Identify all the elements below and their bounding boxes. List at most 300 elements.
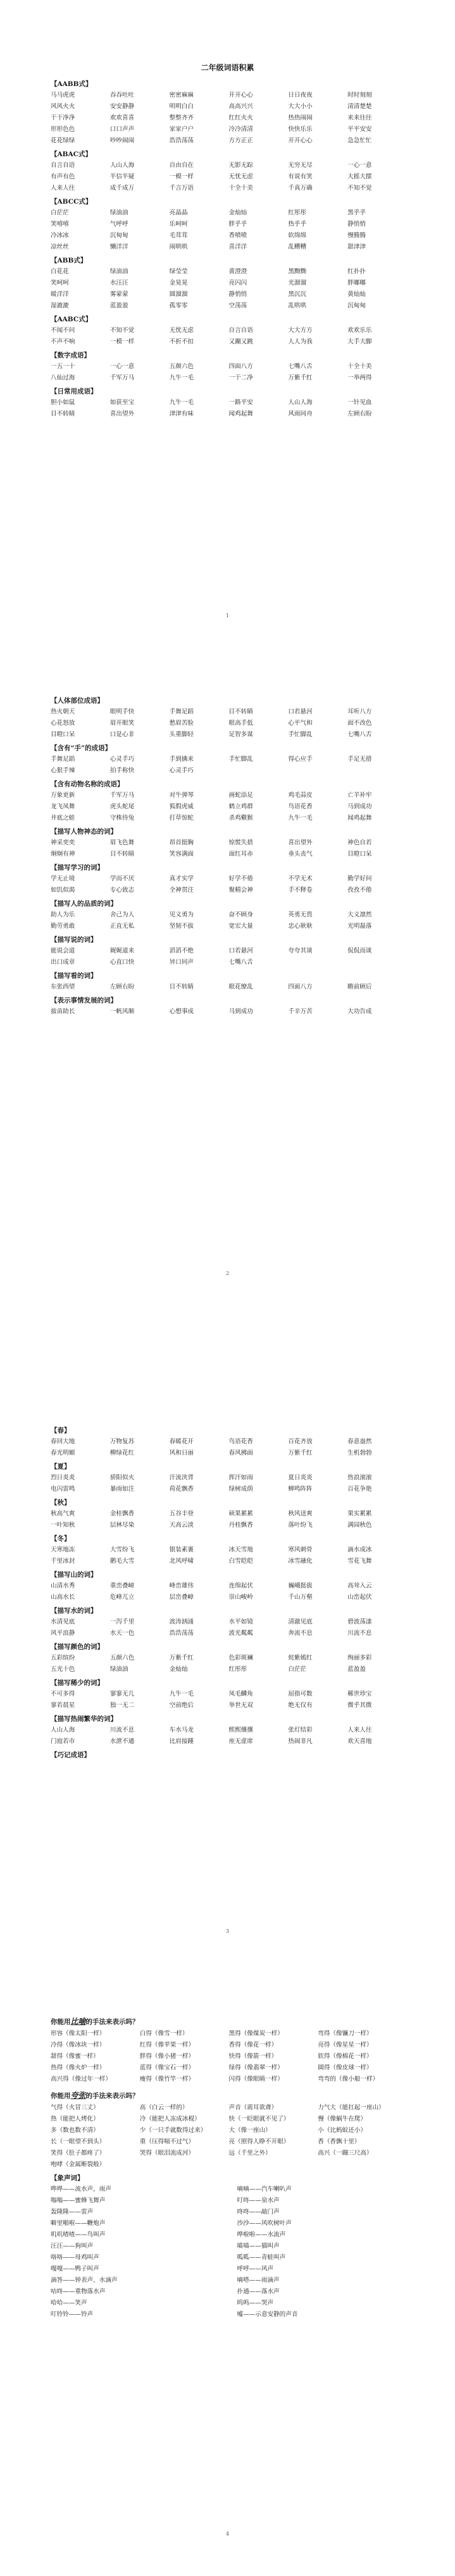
- section-heading: 【描写热闹繁华的词】: [51, 1715, 117, 1723]
- word-item: 手忙脚乱: [228, 756, 253, 763]
- word-item: 眼高手低: [228, 720, 253, 727]
- word-item: 金晃晃: [169, 280, 188, 287]
- question-prefix: 你能用: [51, 2018, 71, 2026]
- word-item: 浩浩荡荡: [169, 137, 194, 144]
- section-heading: 【描写颜色的词】: [51, 1643, 104, 1651]
- word-item: 黄澄澄: [228, 268, 247, 275]
- word-item: 凤毛麟角: [228, 1691, 253, 1698]
- word-item: 见义勇为: [169, 911, 194, 918]
- word-item: 笑呵呵: [51, 280, 69, 287]
- word-item: 时时刻刻: [347, 92, 372, 99]
- section-heading: 【描写看的词】: [51, 972, 97, 980]
- word-item: 硕果累累: [228, 1510, 253, 1517]
- word-item: 干干净净: [51, 114, 75, 121]
- word-item: 昂首挺胸: [169, 839, 194, 846]
- sound-word-item: 呱呱——青蛙叫声: [237, 2254, 286, 2261]
- word-item: 绚丽多彩: [347, 1655, 372, 1661]
- word-item: 春回大地: [51, 1438, 75, 1445]
- word-item: 九牛一毛: [288, 815, 313, 822]
- hyperbole-item: 力气大（能扛起一座山）: [318, 2104, 385, 2111]
- word-item: 闹哄哄: [169, 243, 188, 250]
- sound-word-item: 嘘——示意安静的声音: [237, 2311, 298, 2318]
- hyperbole-item: 长（一眼望不到头）: [51, 2138, 106, 2145]
- word-item: 静悄悄: [228, 291, 247, 298]
- word-item: 手足无措: [347, 756, 372, 763]
- sound-word-item: 扑通——落水声: [237, 2288, 280, 2295]
- word-item: 红扑扑: [347, 268, 366, 275]
- page-3: [0, 1316, 455, 1973]
- word-item: 春光明媚: [51, 1450, 75, 1457]
- word-item: 出口成章: [51, 959, 75, 966]
- word-item: 汗流浃背: [169, 1474, 194, 1481]
- word-item: 左顾右盼: [347, 410, 372, 417]
- hyperbole-item: 香（香飘十里）: [318, 2138, 361, 2145]
- word-grid: [51, 1436, 404, 1459]
- hyperbole-item: 慢（像蜗牛在爬）: [318, 2116, 366, 2123]
- section-heading: 【日常用成语】: [51, 388, 97, 395]
- word-grid: [51, 266, 404, 312]
- sound-word-item: 哈哈——笑声: [51, 2300, 87, 2307]
- word-item: 清清楚楚: [347, 103, 372, 110]
- sound-word-item: 滴答——钟表声、水滴声: [51, 2277, 118, 2284]
- word-item: 慢腾腾: [347, 232, 366, 239]
- word-item: 蓝盈盈: [347, 1666, 366, 1673]
- word-item: 英勇无畏: [288, 911, 313, 918]
- word-item: 守株待兔: [109, 815, 135, 822]
- word-grid: [51, 754, 404, 777]
- page-2-content: [0, 658, 455, 1018]
- word-item: 鸡毛蒜皮: [288, 792, 313, 799]
- word-item: 心狠手辣: [51, 767, 75, 774]
- word-item: 大义凛然: [347, 911, 372, 918]
- word-item: 来来往往: [347, 114, 372, 121]
- document-title: 二年级词语积累: [201, 63, 254, 72]
- sound-word-item: 咚咚——敲门声: [237, 2209, 280, 2215]
- page-number: 3: [225, 1928, 230, 1934]
- section-heading: 【秋】: [51, 1499, 71, 1507]
- word-item: 对牛弹琴: [169, 792, 194, 799]
- word-grid: [51, 706, 404, 741]
- word-item: 绿油油: [109, 268, 128, 275]
- word-item: 层峦叠嶂: [169, 1594, 194, 1601]
- word-item: 宽宏大量: [228, 923, 253, 930]
- word-item: 十全十美: [347, 363, 372, 370]
- word-item: 娓娓道来: [109, 947, 135, 954]
- word-item: 花花绿绿: [51, 137, 75, 144]
- word-item: 乱糟糟: [288, 243, 307, 250]
- word-grid: [51, 873, 404, 896]
- word-item: 欢欢喜喜: [109, 114, 135, 121]
- word-item: 奋不顾身: [228, 911, 253, 918]
- word-item: 水汪汪: [109, 280, 128, 287]
- word-item: 生机勃勃: [347, 1450, 372, 1457]
- word-item: 绿油油: [109, 209, 128, 216]
- simile-item: 弯得（像镰刀一样）: [318, 2030, 373, 2037]
- word-item: 沉甸甸: [109, 232, 128, 239]
- word-grid: [51, 1508, 404, 1531]
- word-item: 不可多得: [51, 1691, 75, 1698]
- word-item: 风平浪静: [51, 1630, 75, 1637]
- word-item: 东张西望: [51, 983, 75, 990]
- word-item: 乐呵呵: [169, 221, 188, 228]
- page-1-content: [0, 79, 455, 420]
- word-item: 蝉鸣阵阵: [288, 1486, 313, 1493]
- word-item: 七嘴八舌: [288, 363, 313, 370]
- word-item: 急急忙忙: [347, 137, 372, 144]
- word-item: 大手大脚: [347, 338, 372, 345]
- page-number: 2: [225, 1271, 230, 1276]
- word-item: 人山人海: [288, 399, 313, 406]
- word-item: 专心致志: [109, 887, 135, 894]
- word-item: 不知不觉: [347, 185, 372, 192]
- section-heading: 【含有“手”的成语】: [51, 744, 112, 752]
- word-item: 暖洋洋: [51, 291, 69, 298]
- word-grid: [51, 1006, 404, 1018]
- word-item: 冰天雪地: [228, 1546, 253, 1553]
- word-item: 心灵手巧: [169, 767, 194, 774]
- section-heading: 【AABB式】: [51, 80, 92, 88]
- hyperbole-item: 哭得（眼泪流成河）: [139, 2150, 195, 2157]
- word-item: 万紫千红: [288, 374, 313, 381]
- word-item: 热闹非凡: [288, 1738, 313, 1745]
- sound-word-item: 沙沙——风吹树叶声: [237, 2220, 292, 2227]
- word-item: 十全十美: [228, 185, 253, 192]
- word-item: 热乎乎: [288, 221, 307, 228]
- word-item: 甜津津: [347, 243, 366, 250]
- word-item: 学而不厌: [109, 875, 135, 882]
- sound-word-item: 咯咯——母鸡叫声: [51, 2254, 99, 2261]
- word-item: 如获至宝: [109, 399, 135, 406]
- word-item: 车水马龙: [169, 1727, 194, 1734]
- word-item: 能说会道: [51, 947, 75, 954]
- word-item: 冰雪融化: [288, 1558, 313, 1565]
- word-item: 左顾右盼: [109, 983, 135, 990]
- word-item: 红彤彤: [228, 1666, 247, 1673]
- sound-word-item: 呼呼——风声: [237, 2265, 274, 2272]
- word-item: 落叶纷飞: [288, 1522, 313, 1529]
- sound-word-item: 叽叽喳喳——鸟叫声: [51, 2231, 106, 2238]
- word-item: 荷花飘香: [169, 1486, 194, 1493]
- word-item: 举世无双: [228, 1702, 253, 1709]
- word-item: 银装素裹: [169, 1546, 194, 1553]
- hyperbole-item: 少（一只手就数得过来）: [139, 2127, 207, 2134]
- word-item: 胖嘟嘟: [347, 280, 366, 287]
- section-heading: 【人体部位成语】: [51, 697, 104, 705]
- word-item: 千军万马: [109, 792, 135, 799]
- word-item: 川流不息: [347, 1630, 372, 1637]
- word-item: 助人为乐: [51, 911, 75, 918]
- word-item: 满园秋色: [347, 1522, 372, 1529]
- word-item: 人来人往: [347, 1727, 372, 1734]
- word-item: 无忧无虑: [228, 173, 253, 180]
- word-item: 自言自语: [51, 162, 75, 169]
- page-3-content: [0, 1316, 455, 1761]
- word-item: 金桂飘香: [109, 1510, 135, 1517]
- simile-item: 高兴得（像过年一样）: [51, 2076, 111, 2083]
- page-number: 4: [225, 2531, 230, 2537]
- word-item: 马马虎虎: [51, 92, 75, 99]
- word-item: 学无止境: [51, 875, 75, 882]
- word-item: 黄灿灿: [347, 291, 366, 298]
- word-item: 面不改色: [347, 720, 372, 727]
- word-item: 打草惊蛇: [169, 815, 194, 822]
- word-item: 眉开眼笑: [109, 720, 135, 727]
- word-item: 笑嘻嘻: [51, 221, 69, 228]
- word-item: 有声有色: [51, 173, 75, 180]
- sound-word-item: 嘎嘎——鸭子叫声: [51, 2265, 99, 2272]
- word-item: 座无虚席: [228, 1738, 253, 1745]
- word-item: 绝无仅有: [288, 1702, 313, 1709]
- word-item: 无忧无虑: [169, 327, 194, 334]
- word-item: 正直无私: [109, 923, 135, 930]
- word-item: 人山人海: [109, 162, 135, 169]
- word-item: 大雪纷飞: [109, 1546, 135, 1553]
- sound-word-item: 汪汪——狗叫声: [51, 2243, 94, 2250]
- word-item: 狐假虎威: [169, 803, 194, 810]
- sound-word-item: 哗哗——流水声，雨声: [51, 2186, 111, 2193]
- word-item: 勤学好问: [347, 875, 372, 882]
- word-item: 巍峨挺拔: [288, 1582, 313, 1589]
- word-item: 耳听八方: [347, 708, 372, 715]
- word-item: 一心一意: [109, 363, 135, 370]
- section-heading: 【表示事情发展的词】: [51, 997, 117, 1004]
- word-item: 人来人往: [51, 185, 75, 192]
- word-item: 千真万确: [288, 185, 313, 192]
- word-item: 水平如镜: [228, 1618, 253, 1625]
- word-item: 手舞足蹈: [169, 708, 194, 715]
- word-item: 口口声声: [109, 126, 135, 133]
- word-item: 软绵绵: [288, 232, 307, 239]
- hyperbole-item: 小（比蚂蚁还小）: [318, 2127, 366, 2134]
- word-item: 大大小小: [288, 103, 313, 110]
- section-heading: 【AABC式】: [51, 316, 92, 323]
- word-item: 金灿灿: [228, 209, 247, 216]
- word-item: 喜出望外: [109, 410, 135, 417]
- simile-item: 蓝得（像宝石一样）: [139, 2064, 195, 2071]
- word-item: 黑沉沉: [288, 291, 307, 298]
- word-item: 四面八方: [288, 983, 313, 990]
- word-item: 垂头丧气: [288, 851, 313, 858]
- word-item: 清澈见底: [288, 1618, 313, 1625]
- word-item: 白茫茫: [288, 1666, 307, 1673]
- word-item: 秋高气爽: [51, 1510, 75, 1517]
- hyperbole-item: 笑得（肚子都疼了）: [51, 2150, 106, 2157]
- word-item: 四面八方: [228, 363, 253, 370]
- sound-word-item: 嘀嗒——雨滴声: [237, 2277, 280, 2284]
- word-item: 安安静静: [109, 103, 135, 110]
- section-heading: 【数字成语】: [51, 352, 90, 359]
- word-item: 夸夸其谈: [288, 947, 313, 954]
- word-item: 夏日炎炎: [288, 1474, 313, 1481]
- word-item: 手舞足蹈: [51, 756, 75, 763]
- word-item: 寥若晨星: [51, 1702, 75, 1709]
- word-item: 一针见血: [347, 399, 372, 406]
- word-item: 空前绝后: [169, 1702, 194, 1709]
- word-item: 孤零零: [169, 302, 188, 309]
- word-item: 笑容满面: [169, 851, 194, 858]
- word-item: 欢欢乐乐: [347, 327, 372, 334]
- simile-item: 黑得（像煤炭一样）: [228, 2030, 284, 2037]
- hyperbole-item: 热（能把人烤化）: [51, 2116, 99, 2123]
- word-item: 亮晶晶: [169, 209, 188, 216]
- word-grid: [51, 1617, 404, 1639]
- simile-item: 圆得（像皮球一样）: [318, 2064, 373, 2071]
- word-item: 九牛一毛: [169, 399, 194, 406]
- word-item: 风和日丽: [169, 1450, 194, 1457]
- word-item: 电闪雷鸣: [51, 1486, 75, 1493]
- hyperbole-item: 重（压得喘不过气）: [139, 2138, 195, 2145]
- word-item: 连绵起伏: [228, 1582, 253, 1589]
- word-item: 聚精会神: [228, 887, 253, 894]
- word-item: 手到擒来: [169, 756, 194, 763]
- word-item: 屈指可数: [288, 1691, 313, 1698]
- word-item: 危峰兀立: [109, 1594, 135, 1601]
- simile-item: 甜得（像蜜一样）: [51, 2053, 99, 2060]
- word-grid: [51, 160, 404, 194]
- word-item: 水泄不通: [109, 1738, 135, 1745]
- word-item: 峰峦雄伟: [169, 1582, 194, 1589]
- word-item: 一泻千里: [109, 1618, 135, 1625]
- section-heading: 【描写说的词】: [51, 936, 97, 944]
- sound-word-item: 嗡嗡——蜜蜂飞舞声: [51, 2197, 106, 2204]
- word-item: 杀鸡儆猴: [228, 815, 253, 822]
- word-item: 水清见底: [51, 1618, 75, 1625]
- word-item: 龙飞凤舞: [51, 803, 75, 810]
- word-item: 胖乎乎: [228, 221, 247, 228]
- word-item: 心直口快: [109, 959, 135, 966]
- word-grid: [51, 1689, 404, 1711]
- word-item: 一模一样: [109, 338, 135, 345]
- word-item: 圆溜溜: [169, 291, 188, 298]
- hyperbole-item: 高（白云一样的）: [139, 2104, 189, 2111]
- word-item: 凉丝丝: [51, 243, 69, 250]
- hyperbole-item: 大（像一座山）: [228, 2127, 271, 2134]
- word-item: 五谷丰登: [169, 1510, 194, 1517]
- word-item: 山清水秀: [51, 1582, 75, 1589]
- word-item: 鹅毛大雪: [109, 1558, 135, 1565]
- word-item: 一路平安: [228, 399, 253, 406]
- word-item: 心想事成: [169, 1008, 194, 1015]
- word-item: 心花怒放: [51, 720, 75, 727]
- word-item: 口是心非: [109, 731, 135, 738]
- word-item: 快快乐乐: [288, 126, 313, 133]
- word-item: 天寒地冻: [51, 1546, 75, 1553]
- question-key: 夸张: [70, 2091, 86, 2100]
- word-item: 心灵手巧: [109, 756, 135, 763]
- word-item: 波光粼粼: [228, 1630, 253, 1637]
- section-heading: 【描写人物神态的词】: [51, 828, 117, 835]
- word-item: 人山人海: [51, 1727, 75, 1734]
- simile-item: 冷得（像冰块一样）: [51, 2042, 106, 2049]
- word-item: 九牛一毛: [169, 1691, 194, 1698]
- word-item: 高耸入云: [347, 1582, 372, 1589]
- word-item: 滔滔不绝: [169, 947, 194, 954]
- word-item: 挥汗如雨: [228, 1474, 253, 1481]
- word-item: 口若悬河: [288, 708, 313, 715]
- word-item: 寥寥无几: [109, 1691, 135, 1698]
- word-item: 自言自语: [228, 327, 253, 334]
- word-item: 津津有味: [169, 410, 194, 417]
- word-item: 马到成功: [228, 1008, 253, 1015]
- word-item: 骄阳似火: [109, 1474, 135, 1481]
- section-heading: 【描写水的词】: [51, 1607, 97, 1615]
- simile-item: 白得（像雪一样）: [139, 2030, 189, 2037]
- word-item: 成千成万: [109, 185, 135, 192]
- word-item: 鸟语花香: [288, 803, 313, 810]
- word-item: 山高水长: [51, 1594, 75, 1601]
- word-item: 一模一样: [169, 173, 194, 180]
- word-item: 百花争艳: [347, 1486, 372, 1493]
- word-item: 张灯结彩: [288, 1727, 313, 1734]
- word-item: 侃侃而谈: [347, 947, 372, 954]
- word-item: 一心一意: [347, 162, 372, 169]
- word-item: 白花花: [51, 268, 69, 275]
- word-item: 如饥似渴: [51, 887, 75, 894]
- word-item: 雾蒙蒙: [109, 291, 128, 298]
- page-4-content: [0, 1973, 455, 2320]
- word-item: 千山万壑: [288, 1594, 313, 1601]
- word-item: 忠心耿耿: [288, 923, 313, 930]
- section-heading: 【描写学习的词】: [51, 864, 104, 872]
- word-item: 孜孜不倦: [347, 887, 372, 894]
- word-item: 万紫千红: [169, 1655, 194, 1661]
- word-item: 千军万马: [109, 374, 135, 381]
- word-item: 滴水成冰: [347, 1546, 372, 1553]
- word-item: 人人为我: [288, 338, 313, 345]
- word-item: 乱哄哄: [288, 302, 307, 309]
- simile-list: [51, 2028, 404, 2085]
- word-item: 不声不响: [51, 338, 75, 345]
- section-heading: 【夏】: [51, 1463, 71, 1470]
- word-grid: [51, 1725, 404, 1747]
- question-prefix: 你能用: [51, 2092, 71, 2100]
- word-item: 浩浩荡荡: [169, 1630, 194, 1637]
- hyperbole-item: 快（一眨眼就不见了）: [228, 2116, 290, 2123]
- word-grid: [51, 1472, 404, 1495]
- word-item: 足智多谋: [228, 731, 253, 738]
- word-grid: [51, 90, 404, 147]
- word-item: 五颜六色: [109, 1655, 135, 1661]
- word-item: 毛茸茸: [169, 232, 188, 239]
- word-item: 明明白白: [169, 103, 194, 110]
- word-item: 惊慌失措: [228, 839, 253, 846]
- simile-item: 热得（像火炉一样）: [51, 2064, 106, 2071]
- word-item: 暴雨如注: [109, 1486, 135, 1493]
- word-item: 冷冰冰: [51, 232, 69, 239]
- word-item: 井底之蛙: [51, 815, 75, 822]
- hyperbole-item: 冷（能把人冻成冰棍）: [139, 2116, 201, 2123]
- word-item: 百花齐放: [288, 1438, 313, 1445]
- word-item: 秋风送爽: [288, 1510, 313, 1517]
- sound-word-item: 咕咚——重物落水声: [51, 2288, 106, 2295]
- word-item: 目瞪口呆: [347, 851, 372, 858]
- question-key: 比喻: [70, 2017, 86, 2026]
- word-item: 吞吞吐吐: [109, 92, 135, 99]
- simile-item: 亮得（像星星一样）: [318, 2042, 373, 2049]
- word-item: 黑黝黝: [288, 268, 307, 275]
- simile-item: 瘦得（像竹竿一样）: [139, 2076, 195, 2083]
- word-item: 炯炯有神: [51, 851, 75, 858]
- simile-item: 软得（像棉花一样）: [318, 2053, 373, 2060]
- word-item: 舍己为人: [109, 911, 135, 918]
- question-suffix: 的手法来表示吗？: [85, 2018, 139, 2026]
- word-item: 白茫茫: [51, 209, 69, 216]
- word-item: 画蛇添足: [228, 792, 253, 799]
- word-item: 红红火火: [228, 114, 253, 121]
- hyperbole-question: [51, 2089, 404, 2102]
- word-item: 独一无二: [109, 1702, 135, 1709]
- word-grid: [51, 837, 404, 860]
